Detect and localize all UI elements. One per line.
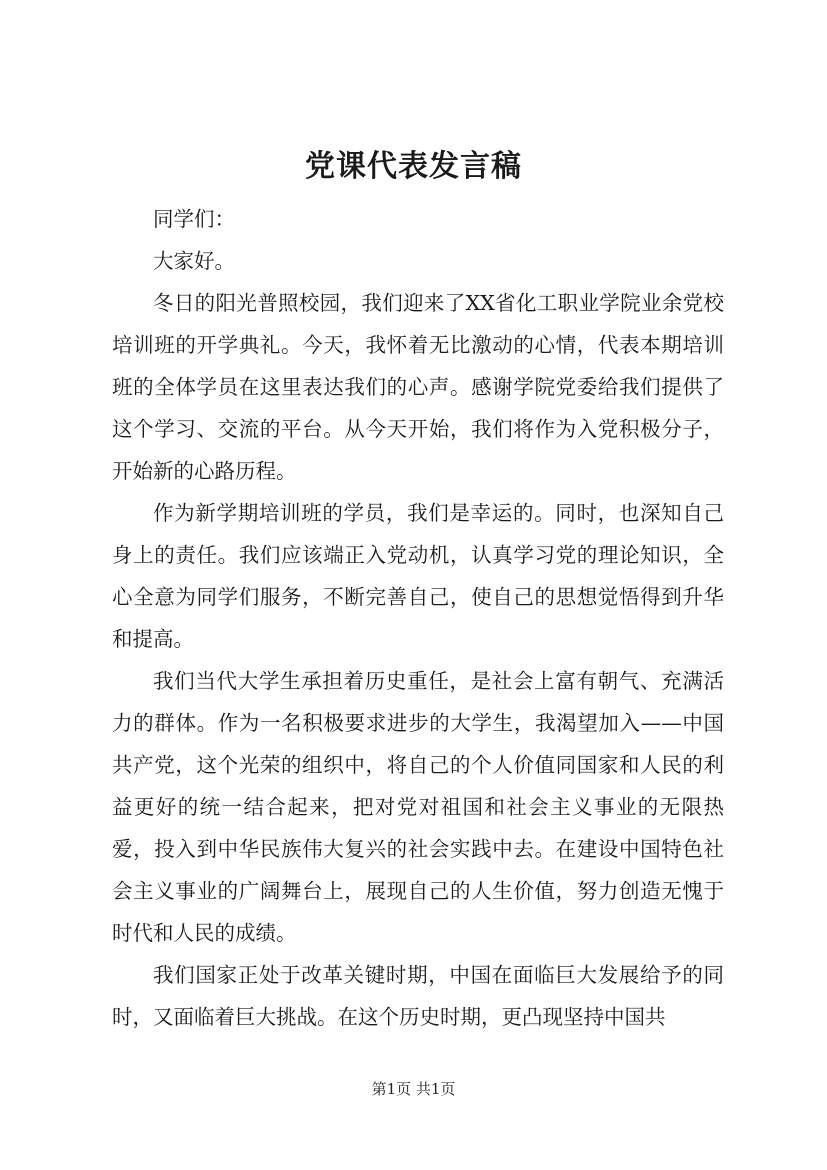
paragraph-greeting: 同学们： [153,207,235,231]
page-footer: 第1页 共1页 [371,1080,456,1098]
paragraph: 我们国家正处于改革关键时期，中国在面临巨大发展给予的同时，又面临着巨大挑战。在这个历史时期，更凸现坚持中国共 [112,963,724,1029]
paragraph: 我们当代大学生承担着历史重任，是社会上富有朝气、充满活力的群体。作为一名积极要求进步的大学生，我渴望加入——中国共产党，这个光荣的组织中，将自己的个人价值同国家和人民的利益更好的统一结合起来，把对党对祖国和社会主义事业的无限热爱，投入到中华民族伟大复兴的社会实践中去。在建设中国特色社会主义事业的广阔舞台上，展现自己的人生价值，努力创造无愧于时代和人民的成绩。 [112,669,724,945]
document-body [112,198,724,1038]
paragraph-salutation: 大家好。 [153,249,235,273]
paragraph: 冬日的阳光普照校园，我们迎来了XX省化工职业学院业余党校培训班的开学典礼。今天，我怀着无比激动的心情，代表本期培训班的全体学员在这里表达我们的心声。感谢学院党委给我们提供了这个学习、交流的平台。从今天开始，我们将作为入党积极分子，开始新的心路历程。 [112,291,724,483]
document-title: 党课代表发言稿 [305,149,522,184]
paragraph: 作为新学期培训班的学员，我们是幸运的。同时，也深知自己身上的责任。我们应该端正入党动机，认真学习党的理论知识，全心全意为同学们服务，不断完善自己，使自己的思想觉悟得到升华和提高。 [112,501,724,651]
